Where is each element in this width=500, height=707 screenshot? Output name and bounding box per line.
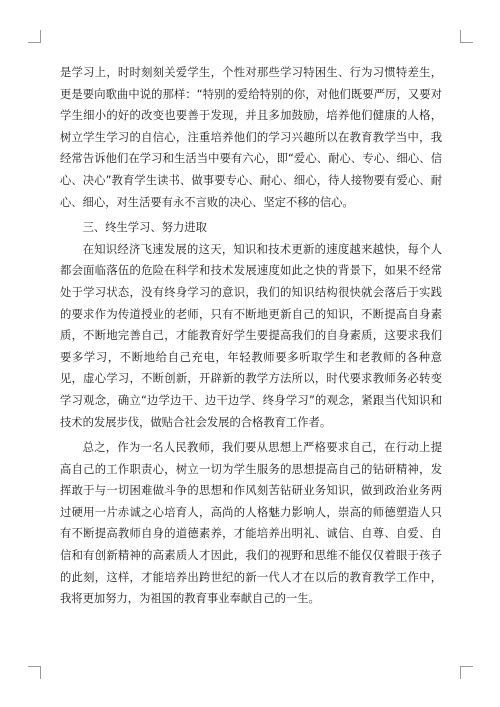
crop-mark-bottom-right — [460, 666, 473, 679]
crop-mark-bottom-left — [28, 666, 41, 679]
crop-mark-top-left — [28, 30, 41, 43]
paragraph-conclusion: 总之，作为一名人民教师，我们要从思想上严格要求自己，在行动上提高自己的工作职责心，树立一切为学生服务的思想提高自己的钻研精神，发挥敢于与一切困难做斗争的思想和作风刻苦钻研业务知识，做到政治业务两过硬用一片赤诚之心培育人，高尚的人格魅力影响人，崇高的师德塑造人只有不断提高教师自身的道德素养，才能培养出明礼、诚信、自尊、自爱、自信和有创新精神的高素质人才因此，我们的视野和思维不能仅仅着眼于孩子的此刻，这样，才能培养出跨世纪的新一代人才在以后的教育教学工作中，我将更加努力，为祖国的教育事业奉献自己的一生。 — [60, 441, 442, 606]
document-body — [60, 62, 442, 610]
section-heading: 三、终生学习、努力进取 — [82, 221, 207, 235]
paragraph-lifelong-learning: 在知识经济飞速发展的这天，知识和技术更新的速度越来越快，每个人都会面临落伍的危险在科学和技术发展速度如此之快的背景下，如果不经常处于学习状态，没有终身学习的意识，我们的知识结构很快就会落后于实践的要求作为传道授业的老师，只有不断地更新自己的知识，不断提高自身素质，不断地完善自己，才能教育好学生要提高我们的自身素质，这要求我们要多学习，不断地给自己充电，年轻教师要多听取学生和老教师的各种意见，虚心学习，不断创新，开辟新的教学方法所以，时代要求教师务必转变学习观念，确立“边学边干、边干边学、终身学习”的观念，紧跟当代知识和技术的发展步伐，做贴合社会发展的合格教育工作者。 — [60, 242, 442, 429]
paragraph-continued: 是学习上，时时刻刻关爱学生，个性对那些学习特困生、行为习惯特差生，更是要向歌曲中说的那样：“特别的爱给特别的你，对他们既要严厉，又要对学生细小的好的改变也要善于发现，并且多加鼓励，培养他们健康的人格，树立学生学习的自信心，注重培养他们的学习兴趣所以在教育教学当中，我经常告诉他们在学习和生活当中要有六心，即“爱心、耐心、专心、细心、信心、决心”教育学生读书、做事要专心、耐心、细心，待人接物要有爱心、耐心、细心，对生活要有永不言败的决心、坚定不移的信心。 — [60, 66, 442, 209]
crop-mark-top-right — [460, 30, 473, 43]
